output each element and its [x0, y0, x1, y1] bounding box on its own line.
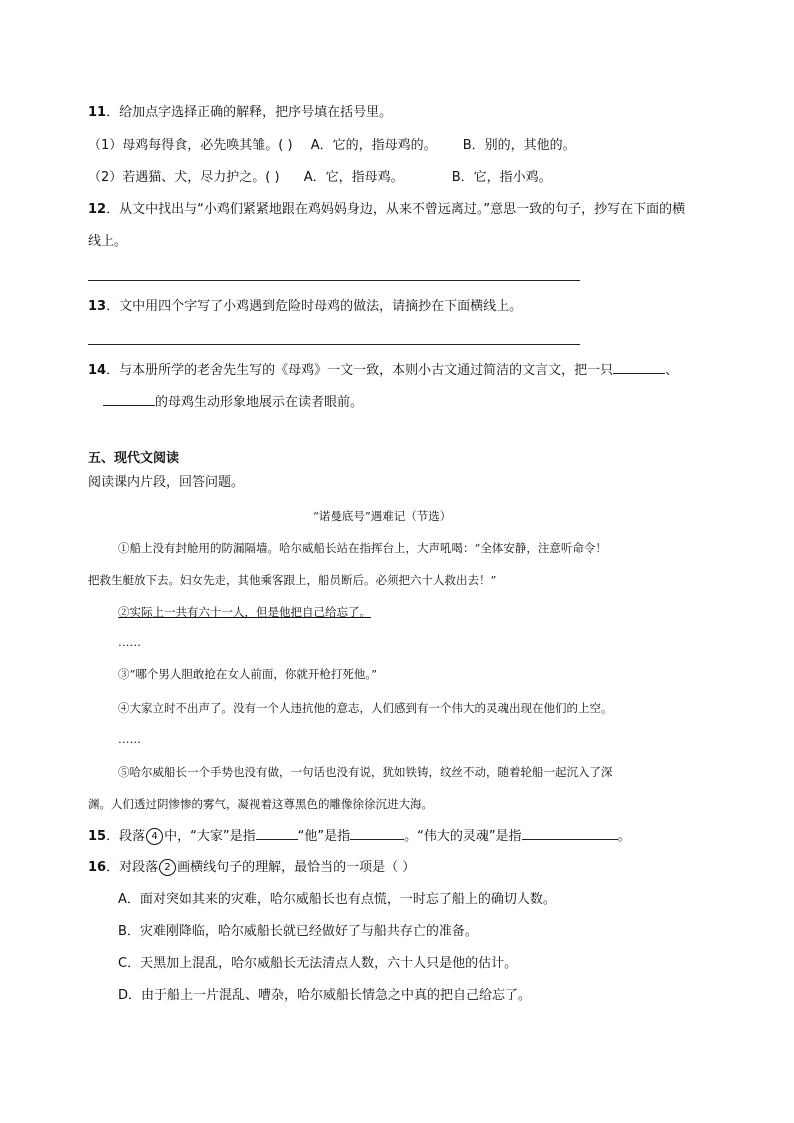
q14-blank-2[interactable] [103, 393, 155, 406]
q14-text-cont: 的母鸡生动形象地展示在读者眼前。 [155, 395, 364, 410]
q16-option-c[interactable]: C．天黑加上混乱，哈尔威船长无法清点人数，六十人只是他的估计。 [118, 956, 518, 971]
q16-number: 16 [88, 860, 107, 875]
q12-prompt-cont [88, 232, 127, 252]
q13-number: 13 [88, 299, 107, 314]
q13-prompt [88, 297, 522, 317]
q15-text-3: 。“伟大的灵魂”是指 [404, 829, 522, 844]
q14-prompt [88, 361, 678, 381]
q13-text: ．文中用四个字写了小鸡遇到危险时母鸡的做法，请摘抄在下面横线上。 [106, 299, 523, 314]
q11-sub2-option-b: B．它，指小鸡。 [451, 170, 552, 185]
q15-number: 15 [88, 829, 107, 844]
q16-paragraph-marker: 2 [159, 859, 176, 876]
q11-number: 11 [88, 105, 107, 120]
q12-prompt [88, 200, 685, 220]
q15-text-1: 中，“大家”是指 [164, 829, 256, 844]
q14-blank-1[interactable] [613, 361, 665, 374]
q11-sub1-option-b: B．别的，其他的。 [462, 138, 576, 153]
q12-answer-line[interactable] [88, 280, 580, 281]
q15-paragraph-marker: 4 [146, 828, 163, 845]
q15-text-2: “他”是指 [297, 829, 351, 844]
q12-text: ．从文中找出与“小鸡们紧紧地跟在鸡妈妈身边，从来不曾远离过。”意思一致的句子，抄写在下面的横 [106, 202, 686, 217]
q14-separator: 、 [665, 363, 679, 378]
q12-text-cont: 线上。 [88, 234, 128, 249]
passage-title: “诺曼底号”遇难记（节选） [313, 509, 452, 523]
passage-p1-line2: 把救生艇放下去。妇女先走，其他乘客跟上，船员断后。必须把六十人救出去！” [88, 573, 497, 587]
q11-sub2-option-a: A．它，指母鸡。 [303, 170, 404, 185]
passage-p5-line2: 渊。人们透过阴惨惨的雾气，凝视着这尊黑色的雕像徐徐沉进大海。 [88, 797, 433, 811]
q15-blank-3[interactable] [522, 827, 618, 840]
q16-option-a[interactable]: A．面对突如其来的灾难，哈尔威船长也有点慌，一时忘了船上的确切人数。 [118, 892, 556, 907]
q15-text-end: 。 [617, 829, 631, 844]
q16-text: 画横线句子的理解，最恰当的一项是（ ） [177, 860, 416, 875]
q11-prompt [88, 103, 392, 123]
section5-heading: 五、现代文阅读 [88, 451, 180, 466]
passage-p4: ④大家立时不出声了。没有一个人违抗他的意志，人们感到有一个伟大的灵魂出现在他们的上空。 [118, 701, 613, 715]
passage-ellipsis-1: …… [118, 635, 141, 649]
q15-prompt [88, 827, 631, 847]
q16-text-pre: ．对段落 [106, 860, 159, 875]
q12-number: 12 [88, 202, 107, 217]
q16-option-d[interactable]: D．由于船上一片混乱、嘈杂，哈尔威船长情急之中真的把自己给忘了。 [118, 988, 532, 1003]
q11-sub1 [88, 136, 576, 156]
q13-answer-line[interactable] [88, 344, 580, 345]
q11-sub2 [88, 168, 552, 188]
passage-p1-line1: ①船上没有封舱用的防漏隔墙。哈尔威船长站在指挥台上，大声吼喝：“全体安静，注意听命令！ [118, 541, 607, 555]
q16-option-b[interactable]: B．灾难刚降临，哈尔威船长就已经做好了与船共存亡的准备。 [118, 924, 478, 939]
passage-p5-line1: ⑤哈尔威船长一个手势也没有做，一句话也没有说，犹如铁铸，纹丝不动，随着轮船一起沉入了深 [118, 765, 613, 779]
q16-prompt [88, 858, 415, 878]
q11-sub1-option-a: A．它的，指母鸡的。 [310, 138, 437, 153]
passage-p3: ③“哪个男人胆敢抢在女人前面，你就开枪打死他。” [118, 667, 378, 681]
passage-p2-underlined: ②实际上一共有六十一人，但是他把自己给忘了。 [118, 605, 371, 619]
q14-number: 14 [88, 363, 107, 378]
q15-text-pre: ．段落 [106, 829, 146, 844]
q11-sub1-text: （1）母鸡每得食，必先唤其雏。( ) [88, 138, 293, 153]
q15-blank-1[interactable] [256, 827, 298, 840]
passage-ellipsis-2: …… [118, 732, 141, 746]
q11-sub2-text: （2）若遇猫、犬，尽力护之。( ) [88, 170, 280, 185]
section5-intro: 阅读课内片段，回答问题。 [88, 475, 245, 490]
q14-text: ．与本册所学的老舍先生写的《母鸡》一文一致，本则小古文通过简洁的文言文，把一只 [106, 363, 614, 378]
q11-text: ．给加点字选择正确的解释，把序号填在括号里。 [106, 105, 393, 120]
q14-prompt-cont [103, 393, 363, 413]
q15-blank-2[interactable] [350, 827, 404, 840]
